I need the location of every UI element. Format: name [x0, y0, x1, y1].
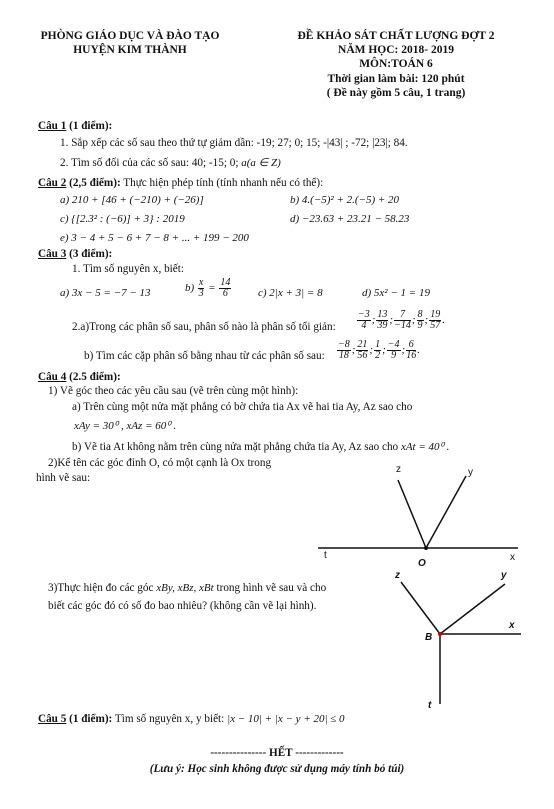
- fraction: [429, 310, 441, 331]
- fraction: [374, 340, 381, 361]
- q4-item3-post: trong hình vẽ sau và cho: [216, 582, 327, 594]
- q1-item1: 1. Sắp xếp các số sau theo thứ tự giảm dần: -19; 27; 0; 15; -|43| ; -72; |23|; 84.: [60, 137, 408, 149]
- ray-bz: [401, 582, 440, 634]
- end-marker: --------------- HẾT -------------: [210, 747, 344, 759]
- numerator: 13: [377, 309, 388, 320]
- separator: .: [442, 314, 445, 327]
- header-district: HUYỆN KIM THÀNH: [73, 44, 187, 56]
- fraction: [417, 310, 424, 331]
- numerator: −4: [387, 339, 400, 350]
- label-y2: y: [501, 570, 507, 581]
- denominator: 2: [375, 350, 381, 361]
- denominator: 9: [391, 350, 397, 361]
- fraction: [394, 310, 411, 331]
- label-t2: t: [428, 700, 432, 711]
- separator: ;: [371, 314, 376, 327]
- numerator: 6: [406, 340, 416, 351]
- denominator: −14: [394, 320, 411, 331]
- header-dept: PHÒNG GIÁO DỤC VÀ ĐÀO TẠO: [40, 30, 220, 42]
- q4-item1b-text: b) Vẽ tia At không nằm trên cùng nửa mặt phẳng chứa tia Ay, Az sao cho: [72, 441, 399, 453]
- q2-a: a) 210 + [46 + (−210) + (−26)]: [60, 194, 204, 206]
- label-b: B: [425, 632, 433, 643]
- q3-item2a: 2.a)Trong các phân số sau, phân số nào là phân số tối giản:: [72, 321, 336, 333]
- q2-d: d) −23.63 + 23.21 − 58.23: [290, 213, 410, 225]
- denominator: 39: [377, 320, 388, 331]
- denominator: 9: [417, 320, 423, 331]
- denominator: 56: [357, 350, 368, 361]
- q1-heading: [38, 120, 112, 132]
- q5-text: Tìm số nguyên x, y biết:: [114, 713, 225, 725]
- q5-points: (1 điểm):: [69, 713, 113, 725]
- q3-b-frac-right: $\frac{14}{6}$: [220, 277, 231, 299]
- angle-figure-b: [385, 562, 525, 712]
- label-x2: x: [509, 620, 515, 631]
- label-x: x: [510, 552, 515, 563]
- q2-c: c) {[2.3² : (−6)] + 3} : 2019: [60, 213, 185, 225]
- numerator: 19: [430, 309, 441, 320]
- numerator: −3: [358, 309, 370, 320]
- subject: MÔN:TOÁN 6: [359, 58, 433, 70]
- separator: .: [417, 344, 420, 357]
- vertex-o: [424, 546, 428, 550]
- denominator: 18: [338, 350, 349, 361]
- q2-title: Câu 2: [38, 177, 67, 189]
- separator: ;: [351, 344, 356, 357]
- school-year: NĂM HỌC: 2018- 2019: [338, 44, 454, 56]
- q4-item1: 1) Vẽ góc theo các yêu cầu sau (vẽ trên cùng một hình):: [48, 385, 299, 397]
- q3-b-frac-left: $\frac{x}{3}$: [198, 277, 204, 299]
- denominator: 4: [361, 320, 367, 331]
- q1-item2-text: 2. Tìm số đối của các số sau: 40; -15; 0;: [60, 157, 239, 169]
- label-z: z: [396, 464, 401, 475]
- q4-item1b: [72, 440, 449, 453]
- q3-c: c) 2|x + 3| = 8: [258, 287, 323, 299]
- q1-title: Câu 1: [38, 120, 67, 132]
- q5-title: Câu 5: [38, 713, 67, 725]
- q1-item2: [60, 156, 281, 169]
- q2-points: (2,5 điểm):: [69, 177, 121, 189]
- q4-item1a-math: xAy = 30⁰ , xAz = 60⁰ .: [74, 420, 177, 432]
- q3-b-eq: =: [208, 282, 216, 295]
- q3-item2b: b) Tìm các cặp phân số bằng nhau từ các phân số sau:: [84, 350, 325, 362]
- separator: ;: [401, 344, 406, 357]
- q2-b: b) 4.(−5)² + 2.(−5) + 20: [290, 194, 400, 206]
- q4-item3-line2: biết các góc đó có số đo bao nhiêu? (không cần vẽ lại hình).: [48, 600, 317, 612]
- label-z2: z: [395, 570, 400, 581]
- q4-item3-line1: [48, 582, 326, 594]
- label-y: y: [468, 467, 473, 478]
- q1-points: (1 điểm):: [69, 120, 113, 132]
- q4-item2-line1: 2)Kể tên các góc đỉnh O, có một cạnh là Ox trong: [48, 457, 272, 469]
- q3-b-prefix: b): [185, 282, 195, 295]
- fraction: [406, 340, 416, 361]
- q3-b: [185, 278, 232, 299]
- q3-fracs-b: [336, 340, 420, 361]
- q4-title: Câu 4: [38, 371, 67, 383]
- page-count: ( Đề này gồm 5 câu, 1 trang): [326, 87, 466, 99]
- q4-item3-pre: 3)Thực hiện đo các góc: [48, 582, 154, 594]
- ray-by: [440, 584, 505, 634]
- q3-points: (3 điểm):: [69, 248, 113, 260]
- q4-item1a: a) Trên cùng một nửa mặt phẳng có bờ chứa tia Ax vẽ hai tia Ay, Az sao cho: [72, 401, 413, 413]
- q4-item1b-math: xAt = 40⁰ .: [400, 441, 450, 453]
- fraction: [376, 310, 388, 331]
- q4-item2-line2: hình vẽ sau:: [36, 472, 91, 484]
- q2-heading: [38, 177, 323, 189]
- time-limit: Thời gian làm bài: 120 phút: [327, 73, 465, 85]
- label-t: t: [324, 550, 327, 561]
- fraction: [356, 340, 368, 361]
- q3-fracs-a: [356, 310, 445, 331]
- q3-d: d) 5x² − 1 = 19: [362, 287, 430, 299]
- q4-points: (2.5 điểm):: [69, 371, 121, 383]
- q2-e: e) 3 − 4 + 5 − 6 + 7 − 8 + ... + 199 − 200: [60, 232, 249, 244]
- label-o: O: [418, 558, 426, 569]
- numerator: −8: [338, 339, 350, 350]
- q2-intro: Thực hiện phép tính (tính nhanh nếu có thể):: [123, 177, 324, 189]
- q5-math: |x − 10| + |x − y + 20| ≤ 0: [227, 713, 345, 725]
- q5-heading: [38, 713, 345, 725]
- separator: ;: [389, 314, 394, 327]
- denominator: 57: [430, 320, 441, 331]
- q4-heading: [38, 371, 121, 383]
- fraction: [387, 340, 401, 361]
- numerator: 7: [394, 310, 411, 321]
- q4-item3-math: xBy, xBz, xBt: [156, 582, 214, 594]
- q1-item2-math: a(a ∈ Z): [241, 157, 281, 169]
- fraction: [337, 340, 351, 361]
- q3-heading: [38, 248, 112, 260]
- ray-oz: [398, 480, 426, 548]
- angle-figure-o: [310, 460, 534, 570]
- denominator: 16: [406, 350, 417, 361]
- separator: ;: [369, 344, 374, 357]
- q3-item1: 1. Tìm số nguyên x, biết:: [72, 263, 184, 275]
- separator: ;: [424, 314, 429, 327]
- numerator: 8: [417, 309, 423, 320]
- fraction: [357, 310, 371, 331]
- separator: ;: [411, 314, 416, 327]
- numerator: 21: [357, 339, 368, 350]
- exam-title: ĐỀ KHẢO SÁT CHẤT LƯỢNG ĐỢT 2: [297, 30, 495, 42]
- q3-a: a) 3x − 5 = −7 − 13: [60, 287, 151, 299]
- footer-note: (Lưu ý: Học sinh không được sử dụng máy tính bỏ túi): [149, 763, 405, 775]
- separator: ;: [382, 344, 386, 357]
- ray-oy: [426, 476, 466, 548]
- vertex-b: [438, 632, 442, 636]
- numerator: 1: [375, 339, 381, 350]
- q3-title: Câu 3: [38, 248, 67, 260]
